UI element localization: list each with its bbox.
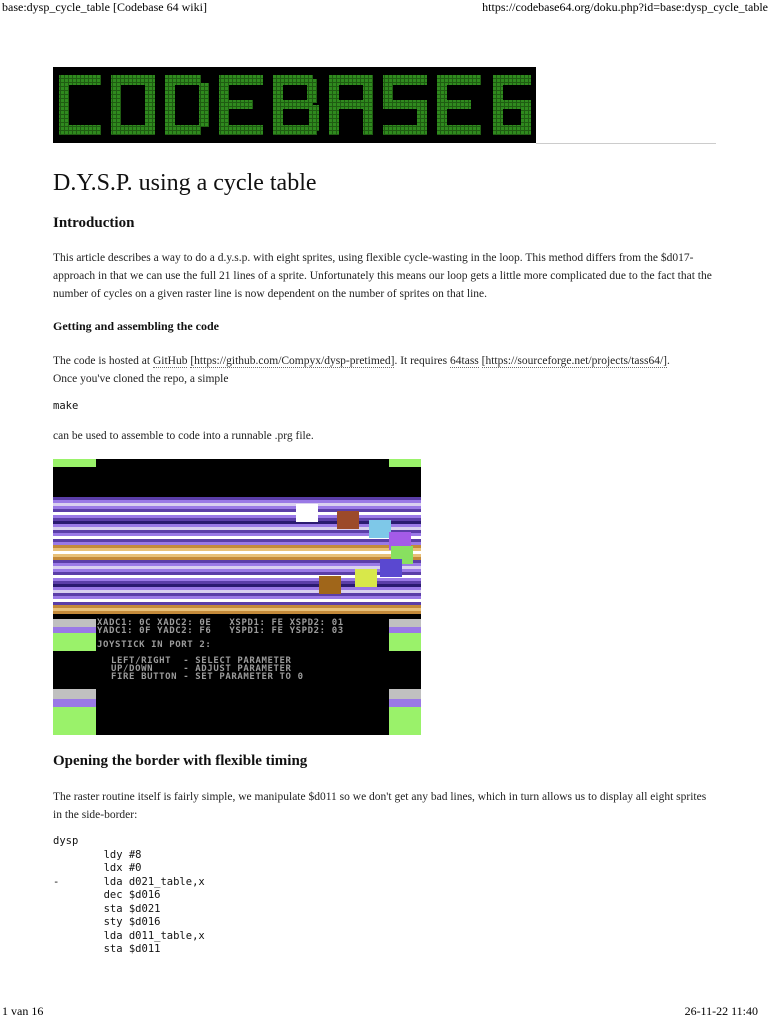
code-line: sta $d011 bbox=[53, 943, 161, 955]
screenshot-line-3: JOYSTICK IN PORT 2: bbox=[97, 640, 212, 650]
print-header-title: base:dysp_cycle_table [Codebase 64 wiki] bbox=[2, 0, 207, 14]
screenshot-line-5: UP/DOWN - ADJUST PARAMETER bbox=[111, 664, 292, 674]
code-line: sta $d021 bbox=[53, 902, 161, 915]
print-header-url: https://codebase64.org/doku.php?id=base:dysp_cycle_table bbox=[482, 0, 768, 14]
screenshot-line-1: XADC1: 0C XADC2: 0E XSPD1: FE XSPD2: 01 bbox=[97, 618, 344, 628]
section-heading-introduction: Introduction bbox=[53, 215, 135, 231]
code-line: ldx #0 bbox=[53, 862, 142, 874]
page-counter: 1 van 16 bbox=[2, 1004, 44, 1018]
assembling-paragraph bbox=[53, 352, 717, 388]
github-link[interactable]: GitHub bbox=[152, 355, 188, 367]
header-divider bbox=[536, 143, 716, 144]
border-paragraph: The raster routine itself is fairly simple, we manipulate $d011 so we don't get any bad lines, which in turn allows us to display all eight sprites in the side-border: bbox=[53, 791, 707, 821]
screenshot-line-2: YADC1: 0F YADC2: F6 YSPD1: FE YSPD2: 03 bbox=[97, 626, 344, 636]
assembling-text-start: The code is hosted at bbox=[53, 355, 153, 367]
64tass-link[interactable]: 64tass bbox=[450, 355, 479, 367]
code-line: sty $d016 bbox=[53, 916, 161, 928]
code-line: dec $d016 bbox=[53, 889, 161, 901]
code-line: dysp bbox=[53, 835, 79, 847]
print-timestamp: 26-11-22 11:40 bbox=[684, 1004, 758, 1018]
assembling-line2: Once you've cloned the repo, a simple bbox=[53, 373, 229, 385]
codebase64-logo-art bbox=[53, 67, 536, 143]
code-line: - lda d021_table,x bbox=[53, 875, 205, 888]
print-footer bbox=[0, 1004, 768, 1020]
print-header bbox=[0, 0, 768, 16]
code-block bbox=[53, 835, 205, 957]
intro-paragraph: This article describes a way to do a d.y.s.p. with eight sprites, using flexible cycle-wasting in the loop. This method differs from the $d017-approach in that we can use the full 21 lines of a sprite. Unfortunately this means our loop gets a little more complicated due to the fact that the number of cycles on a given raster line is now dependent on the number of sprites on that line. bbox=[53, 252, 712, 300]
section-heading-assembling: Getting and assembling the code bbox=[53, 319, 220, 333]
section-heading-border: Opening the border with flexible timing bbox=[53, 753, 308, 769]
dysp-screenshot bbox=[53, 459, 421, 735]
assembling-text-end: . bbox=[667, 355, 670, 367]
page-title: D.Y.S.P. using a cycle table bbox=[53, 170, 317, 196]
screenshot-line-4: LEFT/RIGHT - SELECT PARAMETER bbox=[111, 656, 292, 666]
64tass-url-link[interactable]: [https://sourceforge.net/projects/tass64/] bbox=[481, 355, 667, 367]
dysp-screenshot-art bbox=[53, 459, 421, 735]
make-command: make bbox=[53, 400, 79, 412]
screenshot-line-6: FIRE BUTTON - SET PARAMETER TO 0 bbox=[111, 672, 304, 682]
assembling-after-command: can be used to assemble to code into a runnable .prg file. bbox=[53, 430, 314, 442]
code-line: ldy #8 bbox=[53, 848, 142, 861]
logo-text: CODEBASE 64 bbox=[53, 67, 60, 68]
github-url-link[interactable]: [https://github.com/Compyx/dysp-pretimed] bbox=[190, 355, 395, 367]
code-line: lda d011_table,x bbox=[53, 929, 205, 942]
codebase64-logo[interactable] bbox=[53, 67, 536, 143]
assembling-text-mid: . It requires bbox=[394, 355, 451, 367]
